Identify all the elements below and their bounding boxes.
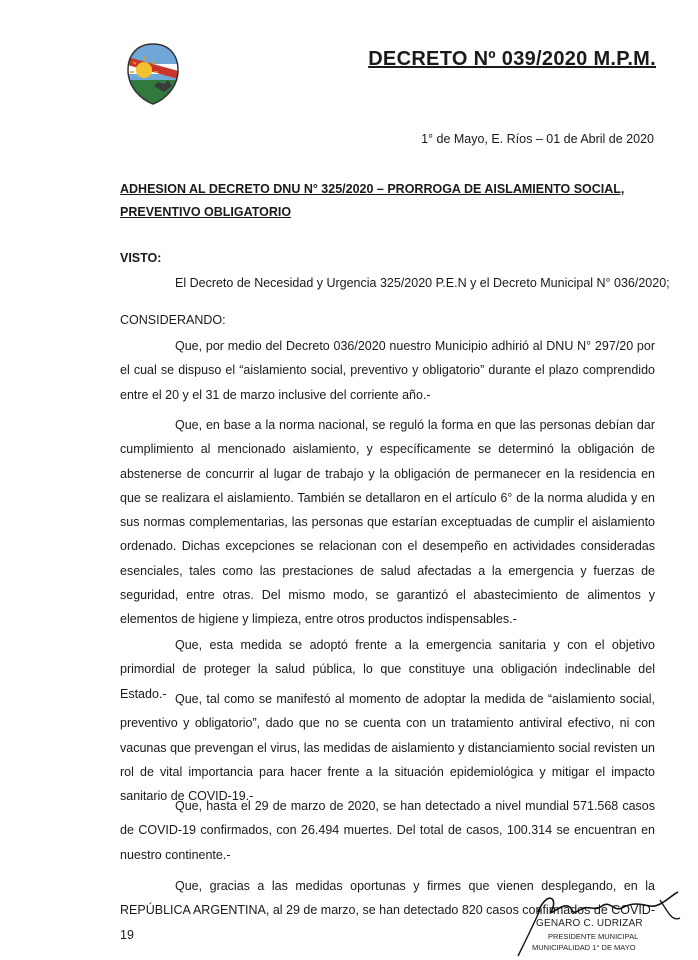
- visto-text: El Decreto de Necesidad y Urgencia 325/2020 P.E.N y el Decreto Municipal N° 036/2020;: [175, 276, 670, 290]
- signature-stamp: [510, 882, 690, 960]
- signatory-role: PRESIDENTE MUNICIPAL: [548, 932, 639, 941]
- signatory-organization: MUNICIPALIDAD 1° DE MAYO: [532, 943, 636, 952]
- considerando-paragraph: Que, hasta el 29 de marzo de 2020, se han detectado a nivel mundial 571.568 casos de COVID-19 confirmados, con 26.494 muertes. Del total de casos, 100.314 se encuentran en nuestro continente.-: [120, 799, 655, 862]
- considerando-paragraph: Que, esta medida se adoptó frente a la emergencia sanitaria y con el objetivo primordial de proteger la salud pública, lo que constituye una obligación indeclinable del Estado.-: [120, 638, 655, 701]
- decree-title: DECRETO Nº 039/2020 M.P.M.: [368, 48, 656, 70]
- considerando-label: CONSIDERANDO:: [120, 313, 226, 327]
- considerando-paragraph: Que, en base a la norma nacional, se reguló la forma en que las personas debían dar cumplimiento al mencionado aislamiento, y específicamente se determinó la obligación de abstenerse de concurrir al lugar de trabajo y la obligación de permanecer en la residencia en que se realizara el aislamiento. También se detallaron en el artículo 6° de la norma aludida y en sus normas complementarias, las personas que estarían exceptuadas de cumplir el aislamiento ordenado. Dichas excepciones se relacionan con el desempeño en actividades consideradas esenciales, tales como las prestaciones de salud afectadas a la emergencia y fuerzas de seguridad, entre otras. Del mismo modo, se garantizó el abastecimiento de alimentos y elementos de higiene y limpieza, entre otros productos indispensables.-: [120, 418, 655, 627]
- considerando-paragraph: Que, por medio del Decreto 036/2020 nuestro Municipio adhirió al DNU N° 297/20 por el cual se dispuso el “aislamiento social, preventivo y obligatorio” durante el plazo comprendido entre el 20 y el 31 de marzo inclusive del corriente año.-: [120, 339, 655, 402]
- considerando-paragraph: Que, gracias a las medidas oportunas y firmes que vienen desplegando, en la REPÚBLICA ARGENTINA, al 29 de marzo, se han detectado 820 casos confirmados de COVID-19: [120, 879, 655, 942]
- considerando-paragraph: Que, tal como se manifestó al momento de adoptar la medida de “aislamiento social, preventivo y obligatorio”, dado que no se cuenta con un tratamiento antiviral efectivo, ni con vacunas que prevengan el virus, las medidas de aislamiento y distanciamiento social revisten un rol de vital importancia para hacer frente a la situación epidemiológica y mitigar el impacto sanitario de COVID-19.-: [120, 692, 655, 804]
- visto-label: VISTO:: [120, 251, 162, 265]
- municipal-shield-logo-icon: [124, 42, 182, 106]
- decree-date: 1° de Mayo, E. Ríos – 01 de Abril de 2020: [421, 132, 654, 146]
- signatory-name: GENARO C. UDRIZAR: [536, 918, 643, 929]
- decree-subject: ADHESION AL DECRETO DNU N° 325/2020 – PRORROGA DE AISLAMIENTO SOCIAL, PREVENTIVO OBLIGATORIO: [120, 182, 625, 219]
